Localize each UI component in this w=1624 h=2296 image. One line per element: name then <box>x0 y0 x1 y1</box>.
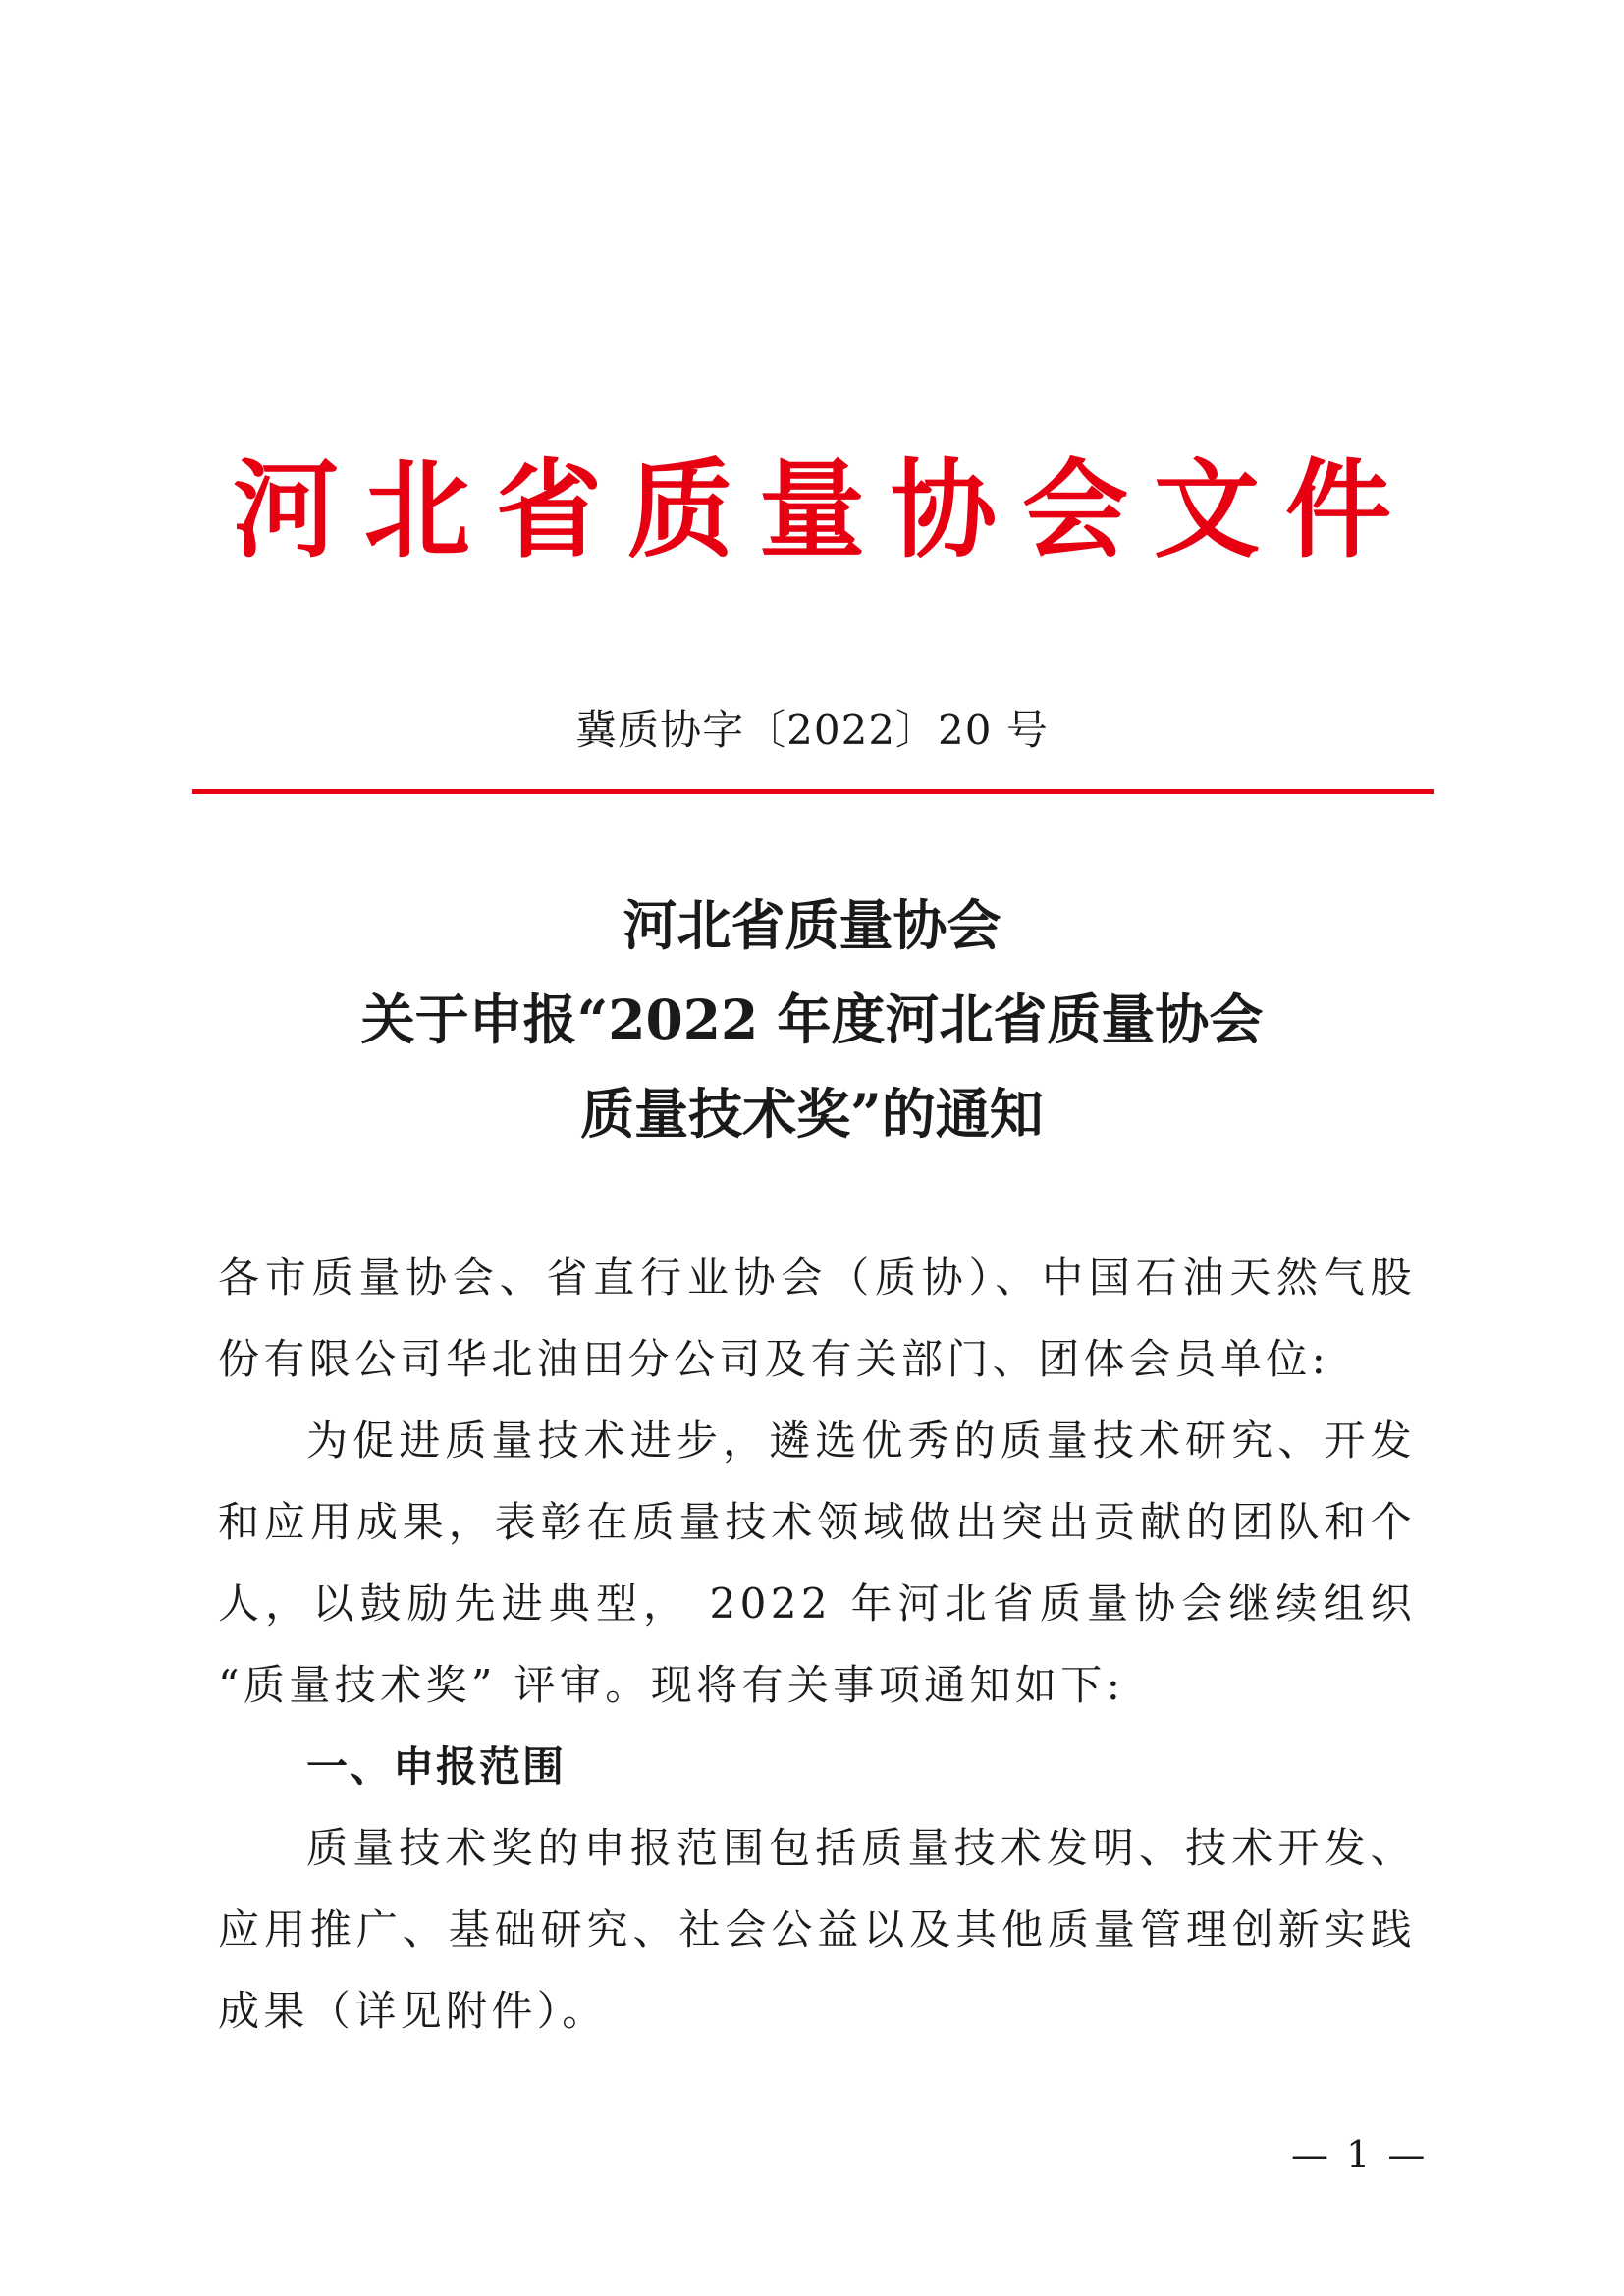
notice-title-line-1: 河北省质量协会 <box>623 893 1001 957</box>
notice-title-line-3: 质量技术奖”的通知 <box>580 1082 1044 1146</box>
notice-title <box>0 879 1624 1161</box>
section-heading-scope: 一、申报范围 <box>306 1742 567 1790</box>
notice-title-line-2: 关于申报“2022 年度河北省质量协会 <box>360 988 1264 1051</box>
salutation: 各市质量协会、省直行业协会（质协）、中国石油天然气股份有限公司华北油田分公司及有关部门、团体会员单位: <box>218 1254 1416 1383</box>
notice-body <box>218 1237 1416 2052</box>
red-divider-line <box>192 789 1434 794</box>
section-scope-text: 质量技术奖的申报范围包括质量技术发明、技术开发、应用推广、基础研究、社会公益以及其他质量管理创新实践成果（详见附件）。 <box>218 1824 1416 2035</box>
intro-paragraph: 为促进质量技术进步，遴选优秀的质量技术研究、开发和应用成果，表彰在质量技术领域做出突出贡献的团队和个人，以鼓励先进典型， 2022 年河北省质量协会继续组织 “质量技术奖” 评审。现将有关事项通知如下: <box>218 1416 1416 1709</box>
document-header-title: 河北省质量协会文件 <box>232 449 1417 572</box>
page-number: — 1 — <box>1291 2133 1429 2176</box>
document-number: 冀质协字〔2022〕20 号 <box>575 706 1049 754</box>
